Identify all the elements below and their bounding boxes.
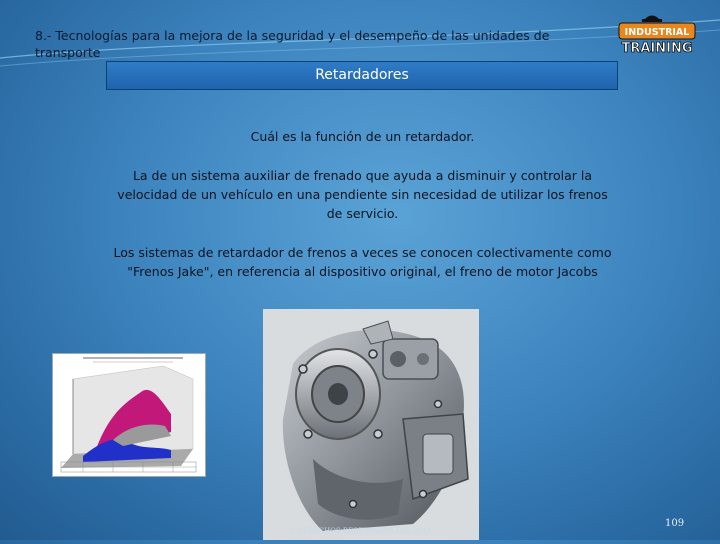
copyright-text: C DERECHOS RESERVADOS QSo 2012 xyxy=(290,527,432,535)
transmission-photo xyxy=(263,309,479,540)
jake-brake-paragraph: Los sistemas de retardador de frenos a veces se conocen colectivamente como "Frenos Jake", en referencia al dispositivo original, el freno de motor Jacobs xyxy=(113,245,612,279)
retarder-chart-image xyxy=(52,353,206,477)
section-title-bar: Retardadores xyxy=(106,61,618,90)
definition-paragraph: La de un sistema auxiliar de frenado que ayuda a disminuir y controlar la velocidad de un vehículo en una pendiente sin necesidad de utilizar los frenos de servicio. xyxy=(117,168,608,221)
logo-text-bottom: TRAINING xyxy=(621,41,693,56)
logo-text-top: INDUSTRIAL xyxy=(624,27,690,38)
industrial-training-logo xyxy=(616,10,698,56)
page-number: 109 xyxy=(665,518,685,529)
question-text: Cuál es la función de un retardador. xyxy=(250,129,475,144)
slide-title: 8.- Tecnologías para la mejora de la seguridad y el desempeño de las unidades de transporte xyxy=(35,28,550,60)
